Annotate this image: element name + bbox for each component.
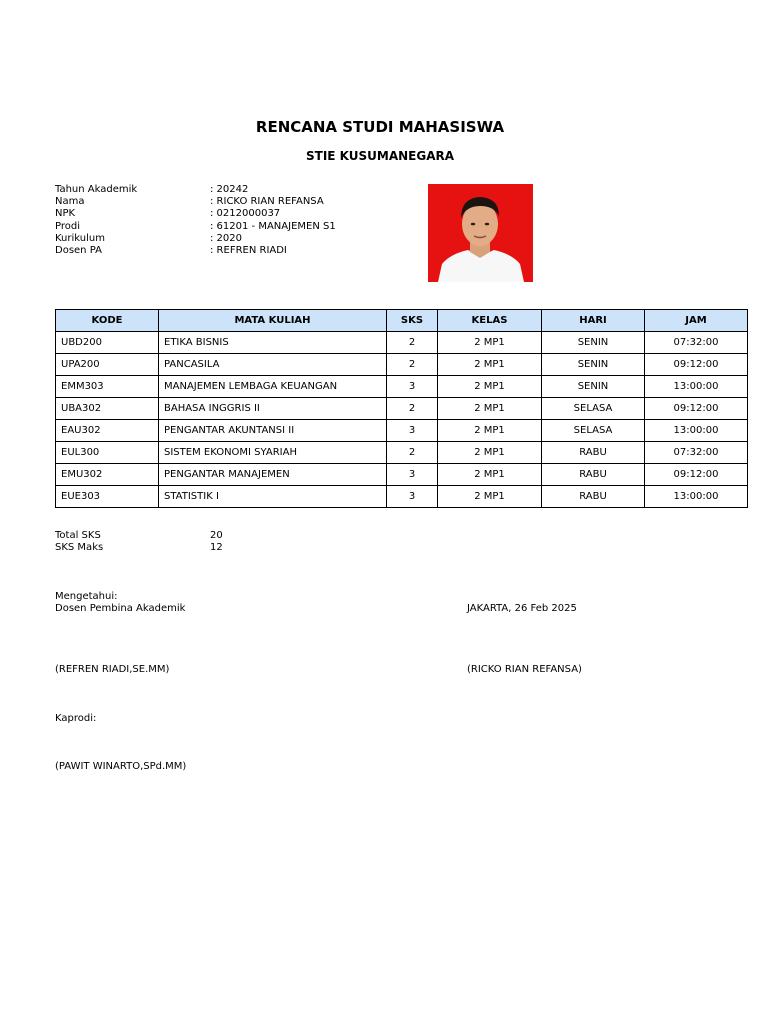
cell-jam: 13:00:00 — [645, 486, 748, 508]
cell-kode: EUL300 — [56, 442, 159, 464]
info-row-dosen-pa — [55, 245, 336, 257]
cell-mata-kuliah: PANCASILA — [159, 354, 387, 376]
cell-kode: EAU302 — [56, 420, 159, 442]
cell-mata-kuliah: PENGANTAR AKUNTANSI II — [159, 420, 387, 442]
table-row — [56, 332, 748, 354]
cell-kelas: 2 MP1 — [438, 398, 542, 420]
cell-jam: 09:12:00 — [645, 464, 748, 486]
cell-sks: 3 — [387, 464, 438, 486]
cell-mata-kuliah: STATISTIK I — [159, 486, 387, 508]
cell-kelas: 2 MP1 — [438, 464, 542, 486]
info-value: : 20242 — [210, 184, 249, 195]
col-header-kelas: KELAS — [438, 310, 542, 332]
place-date: JAKARTA, 26 Feb 2025 — [467, 603, 577, 614]
info-value: : 0212000037 — [210, 208, 281, 220]
cell-sks: 3 — [387, 486, 438, 508]
course-table — [55, 309, 748, 508]
sks-maks-label: SKS Maks — [55, 542, 104, 554]
cell-jam: 09:12:00 — [645, 398, 748, 420]
cell-kelas: 2 MP1 — [438, 376, 542, 398]
cell-kelas: 2 MP1 — [438, 486, 542, 508]
cell-kode: EUE303 — [56, 486, 159, 508]
cell-sks: 2 — [387, 442, 438, 464]
kaprodi-label: Kaprodi: — [55, 713, 97, 724]
cell-mata-kuliah: SISTEM EKONOMI SYARIAH — [159, 442, 387, 464]
cell-mata-kuliah: MANAJEMEN LEMBAGA KEUANGAN — [159, 376, 387, 398]
dosen-pembina-label: Dosen Pembina Akademik — [55, 603, 186, 614]
table-row — [56, 398, 748, 420]
info-value: : REFREN RIADI — [210, 244, 287, 256]
institution-name: STIE KUSUMANEGARA — [305, 149, 455, 163]
cell-kelas: 2 MP1 — [438, 442, 542, 464]
cell-kode: EMU302 — [56, 464, 159, 486]
student-photo — [428, 184, 533, 282]
sks-maks-value: 12 — [210, 542, 223, 554]
table-row — [56, 354, 748, 376]
cell-mata-kuliah: BAHASA INGGRIS II — [159, 398, 387, 420]
info-row-kurikulum — [55, 233, 336, 245]
cell-kelas: 2 MP1 — [438, 420, 542, 442]
col-header-kode: KODE — [56, 310, 159, 332]
cell-jam: 07:32:00 — [645, 332, 748, 354]
student-info — [55, 184, 336, 257]
cell-sks: 2 — [387, 332, 438, 354]
cell-hari: SENIN — [542, 354, 645, 376]
table-row — [56, 486, 748, 508]
info-row-prodi — [55, 221, 336, 233]
cell-hari: SELASA — [542, 420, 645, 442]
cell-jam: 13:00:00 — [645, 420, 748, 442]
table-row — [56, 376, 748, 398]
kaprodi-signature-name: (PAWIT WINARTO,SPd.MM) — [55, 761, 187, 772]
cell-hari: SELASA — [542, 398, 645, 420]
col-header-hari: HARI — [542, 310, 645, 332]
col-header-mata-kuliah: MATA KULIAH — [159, 310, 387, 332]
total-sks-row — [55, 530, 223, 542]
info-label: Dosen PA — [55, 244, 102, 256]
col-header-sks: SKS — [387, 310, 438, 332]
cell-mata-kuliah: PENGANTAR MANAJEMEN — [159, 464, 387, 486]
cell-kelas: 2 MP1 — [438, 332, 542, 354]
cell-jam: 07:32:00 — [645, 442, 748, 464]
student-signature-name: (RICKO RIAN REFANSA) — [467, 664, 582, 675]
cell-hari: SENIN — [542, 332, 645, 354]
cell-jam: 09:12:00 — [645, 354, 748, 376]
table-row — [56, 420, 748, 442]
info-value: : RICKO RIAN REFANSA — [210, 196, 324, 208]
cell-kelas: 2 MP1 — [438, 354, 542, 376]
info-row-nama — [55, 196, 336, 208]
info-label: NPK — [55, 208, 76, 220]
cell-sks: 3 — [387, 376, 438, 398]
mengetahui-label: Mengetahui: — [55, 591, 118, 602]
sks-totals — [55, 530, 223, 554]
page-title: RENCANA STUDI MAHASISWA — [255, 118, 505, 136]
cell-kode: UBD200 — [56, 332, 159, 354]
info-value: : 2020 — [210, 232, 242, 244]
total-sks-value: 20 — [210, 530, 223, 541]
cell-hari: RABU — [542, 464, 645, 486]
sks-maks-row — [55, 542, 223, 554]
info-value: : 61201 - MANAJEMEN S1 — [210, 220, 336, 232]
col-header-jam: JAM — [645, 310, 748, 332]
cell-kode: UPA200 — [56, 354, 159, 376]
cell-kode: UBA302 — [56, 398, 159, 420]
info-label: Nama — [55, 196, 85, 208]
cell-sks: 2 — [387, 354, 438, 376]
cell-jam: 13:00:00 — [645, 376, 748, 398]
cell-hari: SENIN — [542, 376, 645, 398]
info-label: Prodi — [55, 220, 80, 232]
info-row-npk — [55, 208, 336, 220]
info-label: Tahun Akademik — [55, 184, 138, 195]
info-row-tahun-akademik — [55, 184, 336, 196]
cell-sks: 2 — [387, 398, 438, 420]
advisor-signature-name: (REFREN RIADI,SE.MM) — [55, 664, 170, 675]
cell-sks: 3 — [387, 420, 438, 442]
total-sks-label: Total SKS — [55, 530, 101, 541]
info-label: Kurikulum — [55, 232, 105, 244]
table-header-row — [56, 310, 748, 332]
cell-hari: RABU — [542, 442, 645, 464]
table-row — [56, 464, 748, 486]
cell-kode: EMM303 — [56, 376, 159, 398]
table-row — [56, 442, 748, 464]
cell-mata-kuliah: ETIKA BISNIS — [159, 332, 387, 354]
cell-hari: RABU — [542, 486, 645, 508]
